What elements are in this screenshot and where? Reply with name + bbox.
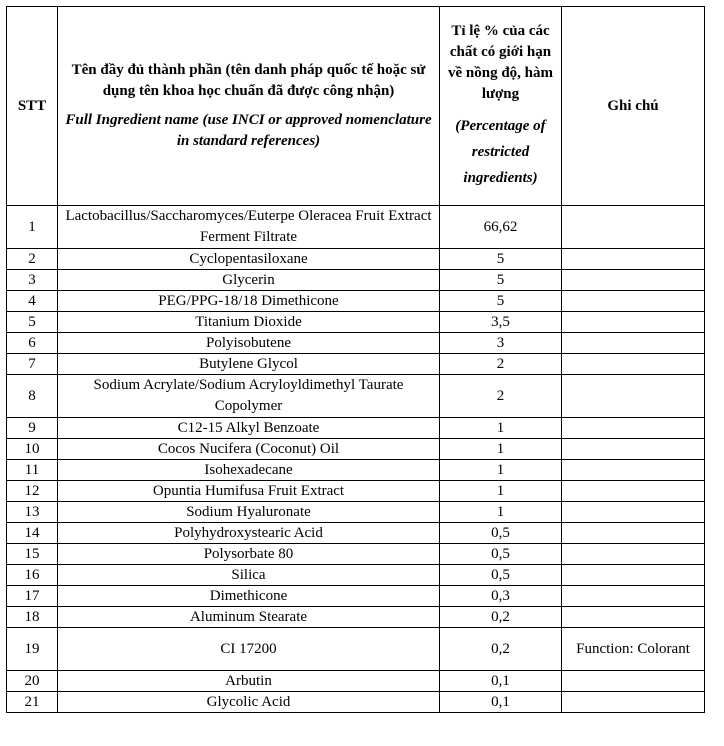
table-body bbox=[7, 206, 705, 713]
table-row bbox=[7, 565, 705, 586]
row-ingredient-name: Glycolic Acid bbox=[58, 692, 440, 713]
table-row bbox=[7, 586, 705, 607]
row-stt: 1 bbox=[7, 206, 58, 249]
row-ingredient-name: Titanium Dioxide bbox=[58, 312, 440, 333]
row-note bbox=[562, 502, 705, 523]
row-percentage: 2 bbox=[440, 375, 562, 418]
row-percentage: 1 bbox=[440, 481, 562, 502]
row-stt: 11 bbox=[7, 460, 58, 481]
row-ingredient-name: C12-15 Alkyl Benzoate bbox=[58, 418, 440, 439]
header-pct-en: (Percentage of restricted ingredients) bbox=[455, 118, 546, 186]
row-stt: 19 bbox=[7, 628, 58, 671]
row-note bbox=[562, 565, 705, 586]
row-ingredient-name: Arbutin bbox=[58, 671, 440, 692]
row-percentage: 1 bbox=[440, 502, 562, 523]
row-note bbox=[562, 544, 705, 565]
row-percentage: 0,2 bbox=[440, 628, 562, 671]
header-ingredient-name bbox=[58, 7, 440, 206]
row-stt: 8 bbox=[7, 375, 58, 418]
table-row bbox=[7, 206, 705, 249]
row-note bbox=[562, 692, 705, 713]
row-stt: 13 bbox=[7, 502, 58, 523]
row-percentage: 3,5 bbox=[440, 312, 562, 333]
row-percentage: 1 bbox=[440, 439, 562, 460]
row-ingredient-name: Isohexadecane bbox=[58, 460, 440, 481]
row-ingredient-name: Cocos Nucifera (Coconut) Oil bbox=[58, 439, 440, 460]
row-note bbox=[562, 671, 705, 692]
row-ingredient-name: CI 17200 bbox=[58, 628, 440, 671]
row-percentage: 1 bbox=[440, 460, 562, 481]
row-stt: 3 bbox=[7, 270, 58, 291]
row-stt: 15 bbox=[7, 544, 58, 565]
header-note: Ghi chú bbox=[562, 7, 705, 206]
header-percentage bbox=[440, 7, 562, 206]
table-row bbox=[7, 692, 705, 713]
row-note bbox=[562, 312, 705, 333]
row-percentage: 5 bbox=[440, 249, 562, 270]
row-note bbox=[562, 375, 705, 418]
table-row bbox=[7, 249, 705, 270]
row-ingredient-name: Glycerin bbox=[58, 270, 440, 291]
row-percentage: 0,3 bbox=[440, 586, 562, 607]
table-row bbox=[7, 375, 705, 418]
table-row bbox=[7, 502, 705, 523]
row-ingredient-name: Silica bbox=[58, 565, 440, 586]
row-note bbox=[562, 523, 705, 544]
table-row bbox=[7, 418, 705, 439]
row-stt: 4 bbox=[7, 291, 58, 312]
row-percentage: 5 bbox=[440, 291, 562, 312]
row-percentage: 0,5 bbox=[440, 544, 562, 565]
header-stt: STT bbox=[7, 7, 58, 206]
table-row bbox=[7, 607, 705, 628]
row-ingredient-name: Aluminum Stearate bbox=[58, 607, 440, 628]
row-percentage: 0,5 bbox=[440, 523, 562, 544]
header-name-en: Full Ingredient name (use INCI or approved nomenclature in standard references) bbox=[65, 112, 432, 149]
row-percentage: 0,5 bbox=[440, 565, 562, 586]
row-percentage: 66,62 bbox=[440, 206, 562, 249]
table-row bbox=[7, 333, 705, 354]
row-ingredient-name: Polyisobutene bbox=[58, 333, 440, 354]
row-stt: 2 bbox=[7, 249, 58, 270]
row-note bbox=[562, 354, 705, 375]
row-percentage: 2 bbox=[440, 354, 562, 375]
row-note bbox=[562, 270, 705, 291]
row-stt: 17 bbox=[7, 586, 58, 607]
table-row bbox=[7, 439, 705, 460]
table-row bbox=[7, 523, 705, 544]
table-row bbox=[7, 628, 705, 671]
row-ingredient-name: Butylene Glycol bbox=[58, 354, 440, 375]
table-row bbox=[7, 544, 705, 565]
row-stt: 16 bbox=[7, 565, 58, 586]
table-row bbox=[7, 671, 705, 692]
table-row bbox=[7, 270, 705, 291]
row-ingredient-name: Polysorbate 80 bbox=[58, 544, 440, 565]
header-pct-vn: Tỉ lệ % của các chất có giới hạn về nồng độ, hàm lượng bbox=[447, 23, 554, 102]
header-name-vn: Tên đầy đủ thành phần (tên danh pháp quốc tế hoặc sử dụng tên khoa học chuẩn đã được công nhận) bbox=[71, 62, 426, 99]
table-row bbox=[7, 354, 705, 375]
row-percentage: 5 bbox=[440, 270, 562, 291]
row-ingredient-name: Polyhydroxystearic Acid bbox=[58, 523, 440, 544]
row-percentage: 1 bbox=[440, 418, 562, 439]
row-note bbox=[562, 418, 705, 439]
row-ingredient-name: Sodium Acrylate/Sodium Acryloyldimethyl Taurate Copolymer bbox=[58, 375, 440, 418]
row-stt: 21 bbox=[7, 692, 58, 713]
row-note: Function: Colorant bbox=[562, 628, 705, 671]
row-note bbox=[562, 460, 705, 481]
row-stt: 5 bbox=[7, 312, 58, 333]
table-row bbox=[7, 312, 705, 333]
row-stt: 14 bbox=[7, 523, 58, 544]
row-ingredient-name: Dimethicone bbox=[58, 586, 440, 607]
row-stt: 20 bbox=[7, 671, 58, 692]
row-note bbox=[562, 481, 705, 502]
row-ingredient-name: Cyclopentasiloxane bbox=[58, 249, 440, 270]
row-percentage: 0,2 bbox=[440, 607, 562, 628]
row-note bbox=[562, 249, 705, 270]
ingredients-table bbox=[6, 6, 705, 713]
row-note bbox=[562, 439, 705, 460]
row-stt: 6 bbox=[7, 333, 58, 354]
row-ingredient-name: Opuntia Humifusa Fruit Extract bbox=[58, 481, 440, 502]
row-note bbox=[562, 586, 705, 607]
row-ingredient-name: Sodium Hyaluronate bbox=[58, 502, 440, 523]
row-note bbox=[562, 607, 705, 628]
row-note bbox=[562, 291, 705, 312]
row-ingredient-name: Lactobacillus/Saccharomyces/Euterpe Oleracea Fruit Extract Ferment Filtrate bbox=[58, 206, 440, 249]
row-stt: 18 bbox=[7, 607, 58, 628]
table-row bbox=[7, 291, 705, 312]
row-percentage: 0,1 bbox=[440, 671, 562, 692]
row-percentage: 0,1 bbox=[440, 692, 562, 713]
table-row bbox=[7, 460, 705, 481]
row-stt: 7 bbox=[7, 354, 58, 375]
row-stt: 9 bbox=[7, 418, 58, 439]
table-header-row bbox=[7, 7, 705, 206]
row-ingredient-name: PEG/PPG-18/18 Dimethicone bbox=[58, 291, 440, 312]
row-stt: 10 bbox=[7, 439, 58, 460]
table-row bbox=[7, 481, 705, 502]
row-percentage: 3 bbox=[440, 333, 562, 354]
row-note bbox=[562, 206, 705, 249]
row-note bbox=[562, 333, 705, 354]
row-stt: 12 bbox=[7, 481, 58, 502]
